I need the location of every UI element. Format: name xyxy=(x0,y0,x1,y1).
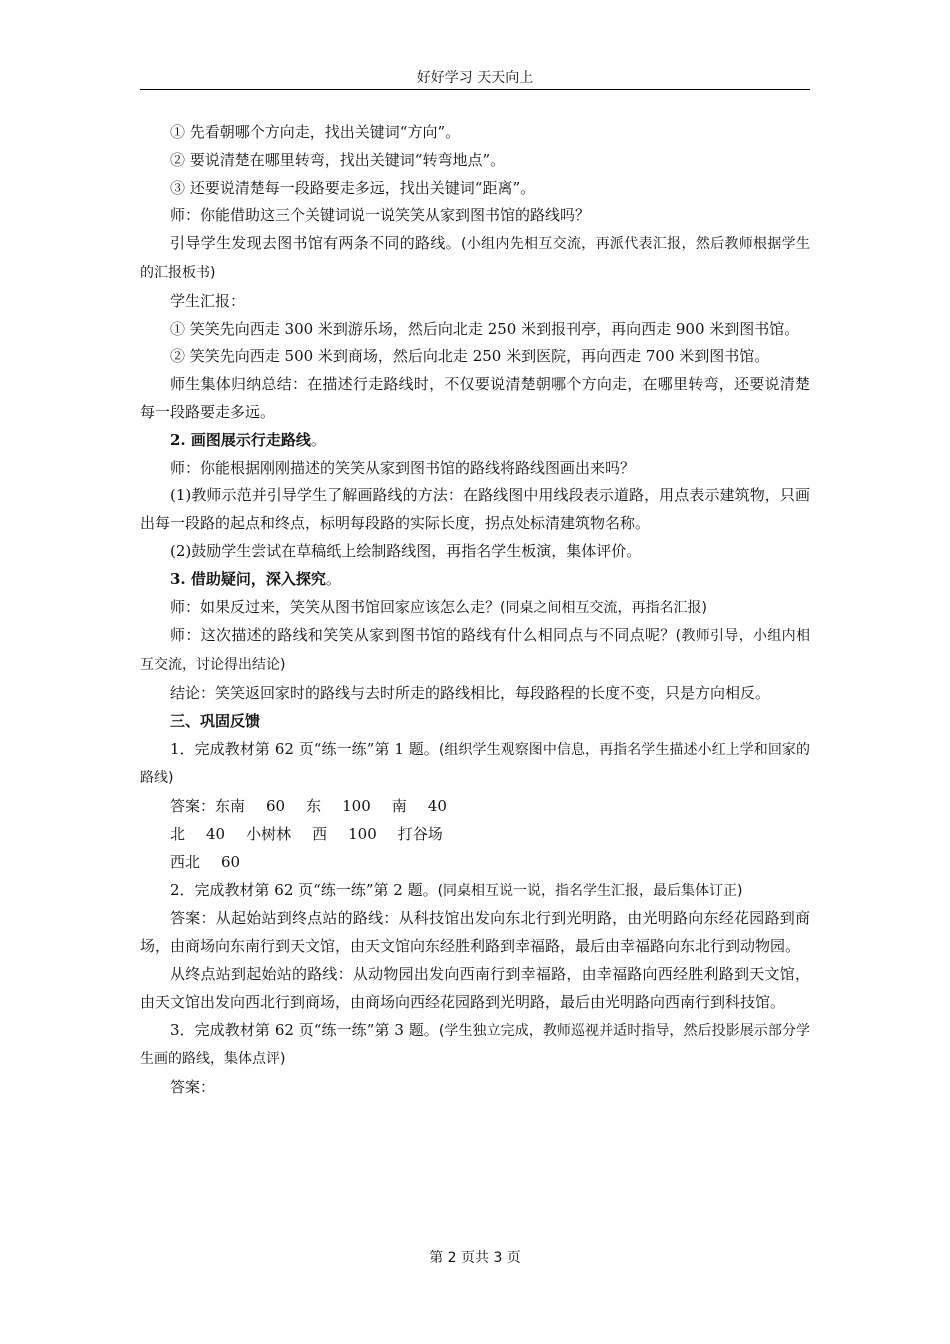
answer-cell: 打谷场 xyxy=(397,824,443,843)
paragraph xyxy=(140,566,810,594)
paragraph: ③ 还要说清楚每一段路要走多远，找出关键词“距离”。 xyxy=(170,178,536,197)
paragraph xyxy=(140,793,810,821)
document-body xyxy=(140,119,810,1102)
section-heading: 三、巩固反馈 xyxy=(170,711,261,730)
page-footer: 第 2 页共 3 页 xyxy=(429,1250,521,1266)
paragraph: 学生汇报： xyxy=(170,291,246,310)
teaching-note: (同桌相互说一说，指名学生汇报，最后集体订正) xyxy=(437,882,743,899)
paragraph: (1)教师示范并引导学生了解画路线的方法：在路线图中用线段表示道路，用点表示建筑物，只画出每一段路的起点和终点，标明每段路的实际长度，拐点处标清建筑物名称。 xyxy=(140,486,810,533)
teaching-note: (学生独立完成，教师巡视并适时指导，然后投影展示部分学生画的路线，集体点评) xyxy=(140,1022,810,1068)
answer-cell: 60 xyxy=(221,852,241,871)
paragraph: 师：你能借助这三个关键词说一说笑笑从家到图书馆的路线吗？ xyxy=(170,206,591,225)
paragraph: ② 笑笑先向西走 500 米到商场，然后向北走 250 米到医院，再向西走 700 米到图书馆。 xyxy=(170,347,770,366)
answer-cell: 小树林 xyxy=(246,824,292,843)
paragraph xyxy=(140,877,810,906)
paragraph xyxy=(140,427,810,455)
answer-cell: 40 xyxy=(427,797,447,816)
section-heading: 3. 借助疑问，深入探究 xyxy=(170,569,326,588)
answer-cell: 100 xyxy=(342,797,371,816)
paragraph-text: 师：这次描述的路线和笑笑从家到图书馆的路线有什么相同点与不同点呢？ xyxy=(170,626,676,645)
answer-cell: 南 xyxy=(391,797,407,816)
paragraph-text: 师：如果反过来，笑笑从图书馆回家应该怎么走？ xyxy=(170,597,501,616)
heading-tail: 。 xyxy=(310,430,326,449)
paragraph xyxy=(140,230,810,288)
paragraph: ① 先看朝哪个方向走，找出关键词“方向”。 xyxy=(170,123,461,141)
paragraph-text: 引导学生发现去图书馆有两条不同的路线。 xyxy=(170,234,461,253)
answer-cell: 答案：东南 xyxy=(170,797,246,816)
answer-cell: 西 xyxy=(312,824,328,843)
answer-cell: 东 xyxy=(306,797,322,816)
teaching-note: (教师引导，小组内相互交流，讨论得出结论) xyxy=(140,628,810,674)
paragraph-text: 2．完成教材第 62 页“练一练”第 2 题。 xyxy=(170,880,438,899)
paragraph xyxy=(140,821,810,849)
page-header: 好好学习 天天向上 xyxy=(416,70,534,86)
answer-cell: 北 xyxy=(170,824,186,843)
paragraph xyxy=(140,708,810,736)
header-divider xyxy=(140,89,810,90)
paragraph: 答案： xyxy=(170,1078,216,1097)
heading-tail: 。 xyxy=(325,569,341,588)
paragraph: ② 要说清楚在哪里转弯，找出关键词“转弯地点”。 xyxy=(170,150,506,169)
paragraph: 师生集体归纳总结：在描述行走路线时，不仅要说清楚朝哪个方向走，在哪里转弯，还要说清楚每一段路要走多远。 xyxy=(140,375,810,421)
paragraph: 师：你能根据刚刚描述的笑笑从家到图书馆的路线将路线图画出来吗？ xyxy=(170,458,636,477)
paragraph: 从终点站到起始站的路线：从动物园出发向西南行到幸福路，由幸福路向西经胜利路到天文馆，由天文馆出发向西北行到商场，由商场向西经花园路到光明路，最后由光明路向西南行到科技馆。 xyxy=(140,964,810,1011)
teaching-note: (同桌之间相互交流，再指名汇报) xyxy=(500,599,707,616)
paragraph: 结论：笑笑返回家时的路线与去时所走的路线相比，每段路程的长度不变，只是方向相反。 xyxy=(170,683,771,702)
paragraph-text: 1．完成教材第 62 页“练一练”第 1 题。 xyxy=(170,739,439,758)
section-heading: 2. 画图展示行走路线 xyxy=(170,430,311,449)
paragraph xyxy=(140,849,810,877)
teaching-note: (组织学生观察图中信息，再指名学生描述小红上学和回家的路线) xyxy=(140,741,810,787)
paragraph xyxy=(140,1017,810,1075)
paragraph: ① 笑笑先向西走 300 米到游乐场，然后向北走 250 米到报刊亭，再向西走 900 米到图书馆。 xyxy=(170,319,800,338)
answer-cell: 西北 xyxy=(170,852,201,871)
paragraph xyxy=(140,594,810,623)
answer-cell: 100 xyxy=(348,824,377,843)
paragraph-text: 3．完成教材第 62 页“练一练”第 3 题。 xyxy=(170,1020,439,1039)
paragraph xyxy=(140,622,810,680)
paragraph xyxy=(140,736,810,794)
answer-cell: 40 xyxy=(206,824,226,843)
answer-cell: 60 xyxy=(266,797,286,816)
paragraph: (2)鼓励学生尝试在草稿纸上绘制路线图，再指名学生板演，集体评价。 xyxy=(170,541,642,560)
paragraph: 答案：从起始站到终点站的路线：从科技馆出发向东北行到光明路，由光明路向东经花园路到商场，由商场向东南行到天文馆，由天文馆向东经胜利路到幸福路，最后由幸福路向东北行到动物园。 xyxy=(140,909,810,956)
teaching-note: (小组内先相互交流，再派代表汇报，然后教师根据学生的汇报板书) xyxy=(140,236,810,281)
